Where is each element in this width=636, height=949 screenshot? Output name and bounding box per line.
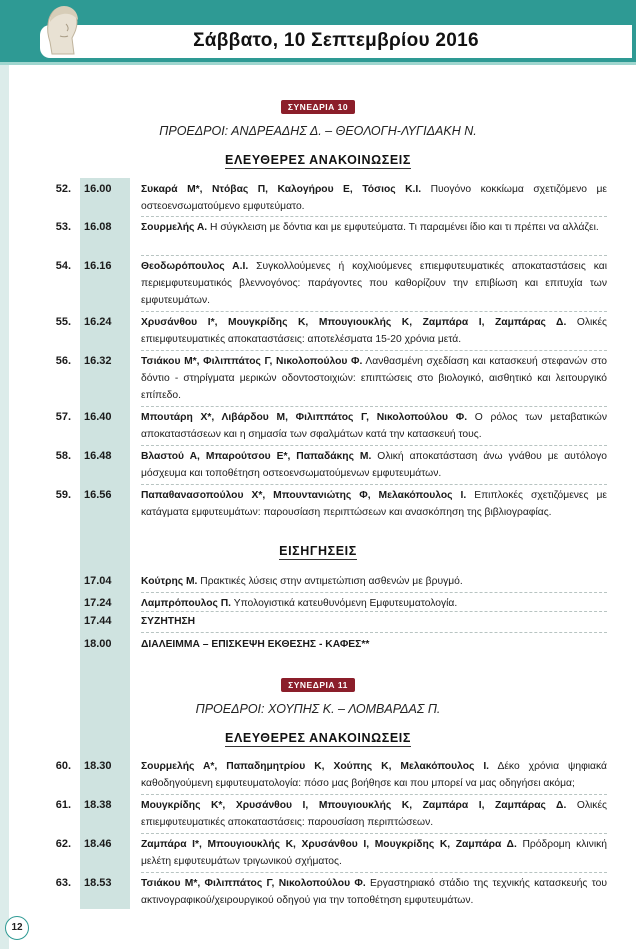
section-heading: ΕΛΕΥΘΕΡΕΣ ΑΝΑΚΟΙΝΩΣΕΙΣ xyxy=(225,731,411,745)
entry-title: Πυογόνο κοκκίωμα σχετιζόμενο με οστεοενσωματούμενο εμφυτεύματο. xyxy=(141,184,607,212)
title-banner xyxy=(40,25,632,58)
entry-number: 55. xyxy=(55,316,71,328)
entry-divider xyxy=(141,255,607,256)
entry-body xyxy=(141,836,607,870)
header-divider xyxy=(0,62,636,65)
entry-authors: Ζαμπάρα Ι*, Μπουγιουκλής Κ, Χρυσάνθου Ι, Μουγκρίδης Κ, Ζαμπάρα Δ. xyxy=(141,839,517,850)
entry-number: 59. xyxy=(55,489,71,501)
entry-time: 16.24 xyxy=(84,316,112,328)
entry-authors: Κούτρης Μ. xyxy=(141,576,198,587)
entry-time: 16.48 xyxy=(84,450,112,462)
entry-authors: Σουρμελής Α. xyxy=(141,222,208,233)
page-title: Σάββατο, 10 Σεπτεμβρίου 2016 xyxy=(193,30,479,51)
entry-number: 54. xyxy=(55,260,71,272)
session-10-badge-row xyxy=(0,97,636,115)
entry-authors: Σουρμελής Α*, Παπαδημητρίου Κ, Χούπης Κ, Μελακόπουλος Ι. xyxy=(141,761,490,772)
entry-divider xyxy=(141,311,607,312)
entry-authors: Τσιάκου Μ*, Φιλιππάτος Γ, Νικολοπούλου Φ. xyxy=(141,356,363,367)
entry-body xyxy=(141,181,607,215)
entry-body xyxy=(141,595,607,612)
entry-title: Υπολογιστικά κατευθυνόμενη Εμφυτευματολογία. xyxy=(231,598,458,609)
entry-time: 16.56 xyxy=(84,489,112,501)
session-11-badge-row xyxy=(0,675,636,693)
entry-body xyxy=(141,613,607,630)
entry-body xyxy=(141,314,607,348)
entry-time: 17.04 xyxy=(84,575,112,587)
session-badge: ΣΥΝΕΔΡΙΑ 10 xyxy=(281,100,355,114)
entry-time: 16.16 xyxy=(84,260,112,272)
entry-authors: Συκαρά Μ*, Ντόβας Π, Καλογήρου Ε, Τόσιος Κ.Ι. xyxy=(141,184,422,195)
session-badge: ΣΥΝΕΔΡΙΑ 11 xyxy=(281,678,355,692)
entry-title: Πρακτικές λύσεις στην αντιμετώπιση ασθενών με βρυγμό. xyxy=(197,576,463,587)
entry-number: 62. xyxy=(55,838,71,850)
entry-body xyxy=(141,797,607,831)
entry-time: 16.32 xyxy=(84,355,112,367)
entry-authors: ΔΙΑΛΕΙΜΜΑ – ΕΠΙΣΚΕΨΗ ΕΚΘΕΣΗΣ - ΚΑΦΕΣ** xyxy=(141,639,370,650)
page-number: 12 xyxy=(5,916,29,940)
entry-time: 18.46 xyxy=(84,838,112,850)
entry-number: 61. xyxy=(55,799,71,811)
session-chairs: ΠΡΟΕΔΡΟΙ: ΧΟΥΠΗΣ Κ. – ΛΟΜΒΑΡΔΑΣ Π. xyxy=(195,702,441,716)
entry-divider xyxy=(141,592,607,593)
entry-number: 56. xyxy=(55,355,71,367)
entry-title: Δέκο χρόνια ψηφιακά καθοδηγούμενη εμφυτευματολογία: πόσο μας βοήθησε και που μπορεί να μας οδηγήσει ακόμα; xyxy=(141,761,607,789)
entry-body xyxy=(141,219,607,236)
entry-title: Εργαστηριακό στάδιο της τεχνικής κατασκευής του ακτινογραφικού/χειρουργικού οδηγού για την τοποθέτηση εμφυτευμάτων. xyxy=(141,878,607,906)
entry-time: 17.44 xyxy=(84,615,112,627)
entry-title: Ολικές επιεμφυτευματικές αποκαταστάσεις: αποτελέσματα 15-20 χρόνια μετά. xyxy=(141,317,607,345)
entry-body xyxy=(141,409,607,443)
entry-title: Ολικές επιεμφυτευματικές αποκαταστάσεις: παρουσίαση περιπτώσεων. xyxy=(141,800,607,828)
entry-time: 17.24 xyxy=(84,597,112,609)
entry-divider xyxy=(141,632,607,633)
entry-time: 18.53 xyxy=(84,877,112,889)
entry-authors: Μουγκρίδης Κ*, Χρυσάνθου Ι, Μπουγιουκλής Κ, Ζαμπάρα Ι, Ζαμπάρας Δ. xyxy=(141,800,567,811)
entry-time: 18.00 xyxy=(84,638,112,650)
entry-body xyxy=(141,353,607,404)
entry-divider xyxy=(141,216,607,217)
section-heading: ΕΙΣΗΓΗΣΕΙΣ xyxy=(279,544,357,558)
entry-title: Επιπλοκές σχετιζόμενες με κατάγματα εμφυτευμάτων: παρουσίαση περιπτώσεων και ανασκόπηση της βιβλιογραφίας. xyxy=(141,490,608,518)
entry-title: Πρόδρομη κλινική μελέτη εμφυτευμάτων τριγωνικού σχήματος. xyxy=(141,839,607,867)
entry-divider xyxy=(141,833,607,834)
left-margin-strip xyxy=(0,65,9,949)
entry-authors: Χρυσάνθου Ι*, Μουγκρίδης Κ, Μπουγιουκλής Κ, Ζαμπάρα Ι, Ζαμπάρας Δ. xyxy=(141,317,567,328)
entry-divider xyxy=(141,484,607,485)
entry-body xyxy=(141,636,607,653)
entry-time: 16.08 xyxy=(84,221,112,233)
entry-number: 53. xyxy=(55,221,71,233)
entry-authors: Λαμπρόπουλος Π. xyxy=(141,598,232,609)
entry-time: 18.38 xyxy=(84,799,112,811)
entry-divider xyxy=(141,611,607,612)
entry-body xyxy=(141,448,607,482)
entry-title: Λανθασμένη σχεδίαση και κατασκευή στεφανών στο δόντιο - στηρίγματα μερικών οδοντοστοιχιών: επιπτώσεις στο βιολογικό, αισθητικό και λειτουργικό επίπεδο. xyxy=(141,356,607,401)
entry-authors: Τσιάκου Μ*, Φιλιππάτος Γ, Νικολοπούλου Φ. xyxy=(141,878,366,889)
entry-title: Ολική αποκατάσταση άνω γνάθου με αυτόλογο μόσχευμα και τοποθέτηση οστεοενσωματούμενων εμφυτευμάτων. xyxy=(141,451,607,479)
entry-body xyxy=(141,573,607,590)
entry-time: 16.00 xyxy=(84,183,112,195)
classical-bust-icon xyxy=(38,2,84,58)
entry-number: 52. xyxy=(55,183,71,195)
entry-divider xyxy=(141,872,607,873)
entry-authors: Βλαστού Α, Μπαρούτσου Ε*, Παπαδάκης Μ. xyxy=(141,451,372,462)
session-chairs: ΠΡΟΕΔΡΟΙ: ΑΝΔΡΕΑΔΗΣ Δ. – ΘΕΟΛΟΓΗ-ΛΥΓΙΔΑΚΗ Ν. xyxy=(159,124,477,138)
entry-authors: Μπουτάρη Χ*, Λιβάρδου Μ, Φιλιππάτος Γ, Νικολοπούλου Φ. xyxy=(141,412,468,423)
entry-body xyxy=(141,758,607,792)
entry-body xyxy=(141,875,607,909)
entry-number: 57. xyxy=(55,411,71,423)
entry-number: 60. xyxy=(55,760,71,772)
entry-divider xyxy=(141,794,607,795)
entry-title: Η σύγκλειση με δόντια και με εμφυτεύματα. Τι παραμένει ίδιο και τι πρέπει να αλλάζει. xyxy=(207,222,599,233)
entry-body xyxy=(141,487,607,521)
entry-authors: ΣΥΖΗΤΗΣΗ xyxy=(141,616,196,627)
entry-number: 58. xyxy=(55,450,71,462)
entry-authors: Θεοδωρόπουλος Α.Ι. xyxy=(141,261,249,272)
entry-authors: Παπαθανασοπούλου Χ*, Μπουντανιώτης Φ, Μελακόπουλος Ι. xyxy=(141,490,467,501)
entry-divider xyxy=(141,445,607,446)
entry-time: 18.30 xyxy=(84,760,112,772)
entry-title: Συγκολλούμενες ή κοχλιούμενες επιεμφυτευματικές αποκαταστάσεις και περιεμφυτευματικός βλεννογόνος: παράγοντες που καθορίζουν την επιβίωση και επιτυχία των εμφυτευμάτων. xyxy=(141,261,607,306)
entry-time: 16.40 xyxy=(84,411,112,423)
entry-number: 63. xyxy=(55,877,71,889)
entry-body xyxy=(141,258,607,309)
entry-title: Ο ρόλος των μεταβατικών αποκαταστάσεων και η σημασία των σφαλμάτων κατά την κατασκευή τους. xyxy=(141,412,607,440)
section-heading: ΕΛΕΥΘΕΡΕΣ ΑΝΑΚΟΙΝΩΣΕΙΣ xyxy=(225,153,411,167)
entry-divider xyxy=(141,406,607,407)
entry-divider xyxy=(141,350,607,351)
